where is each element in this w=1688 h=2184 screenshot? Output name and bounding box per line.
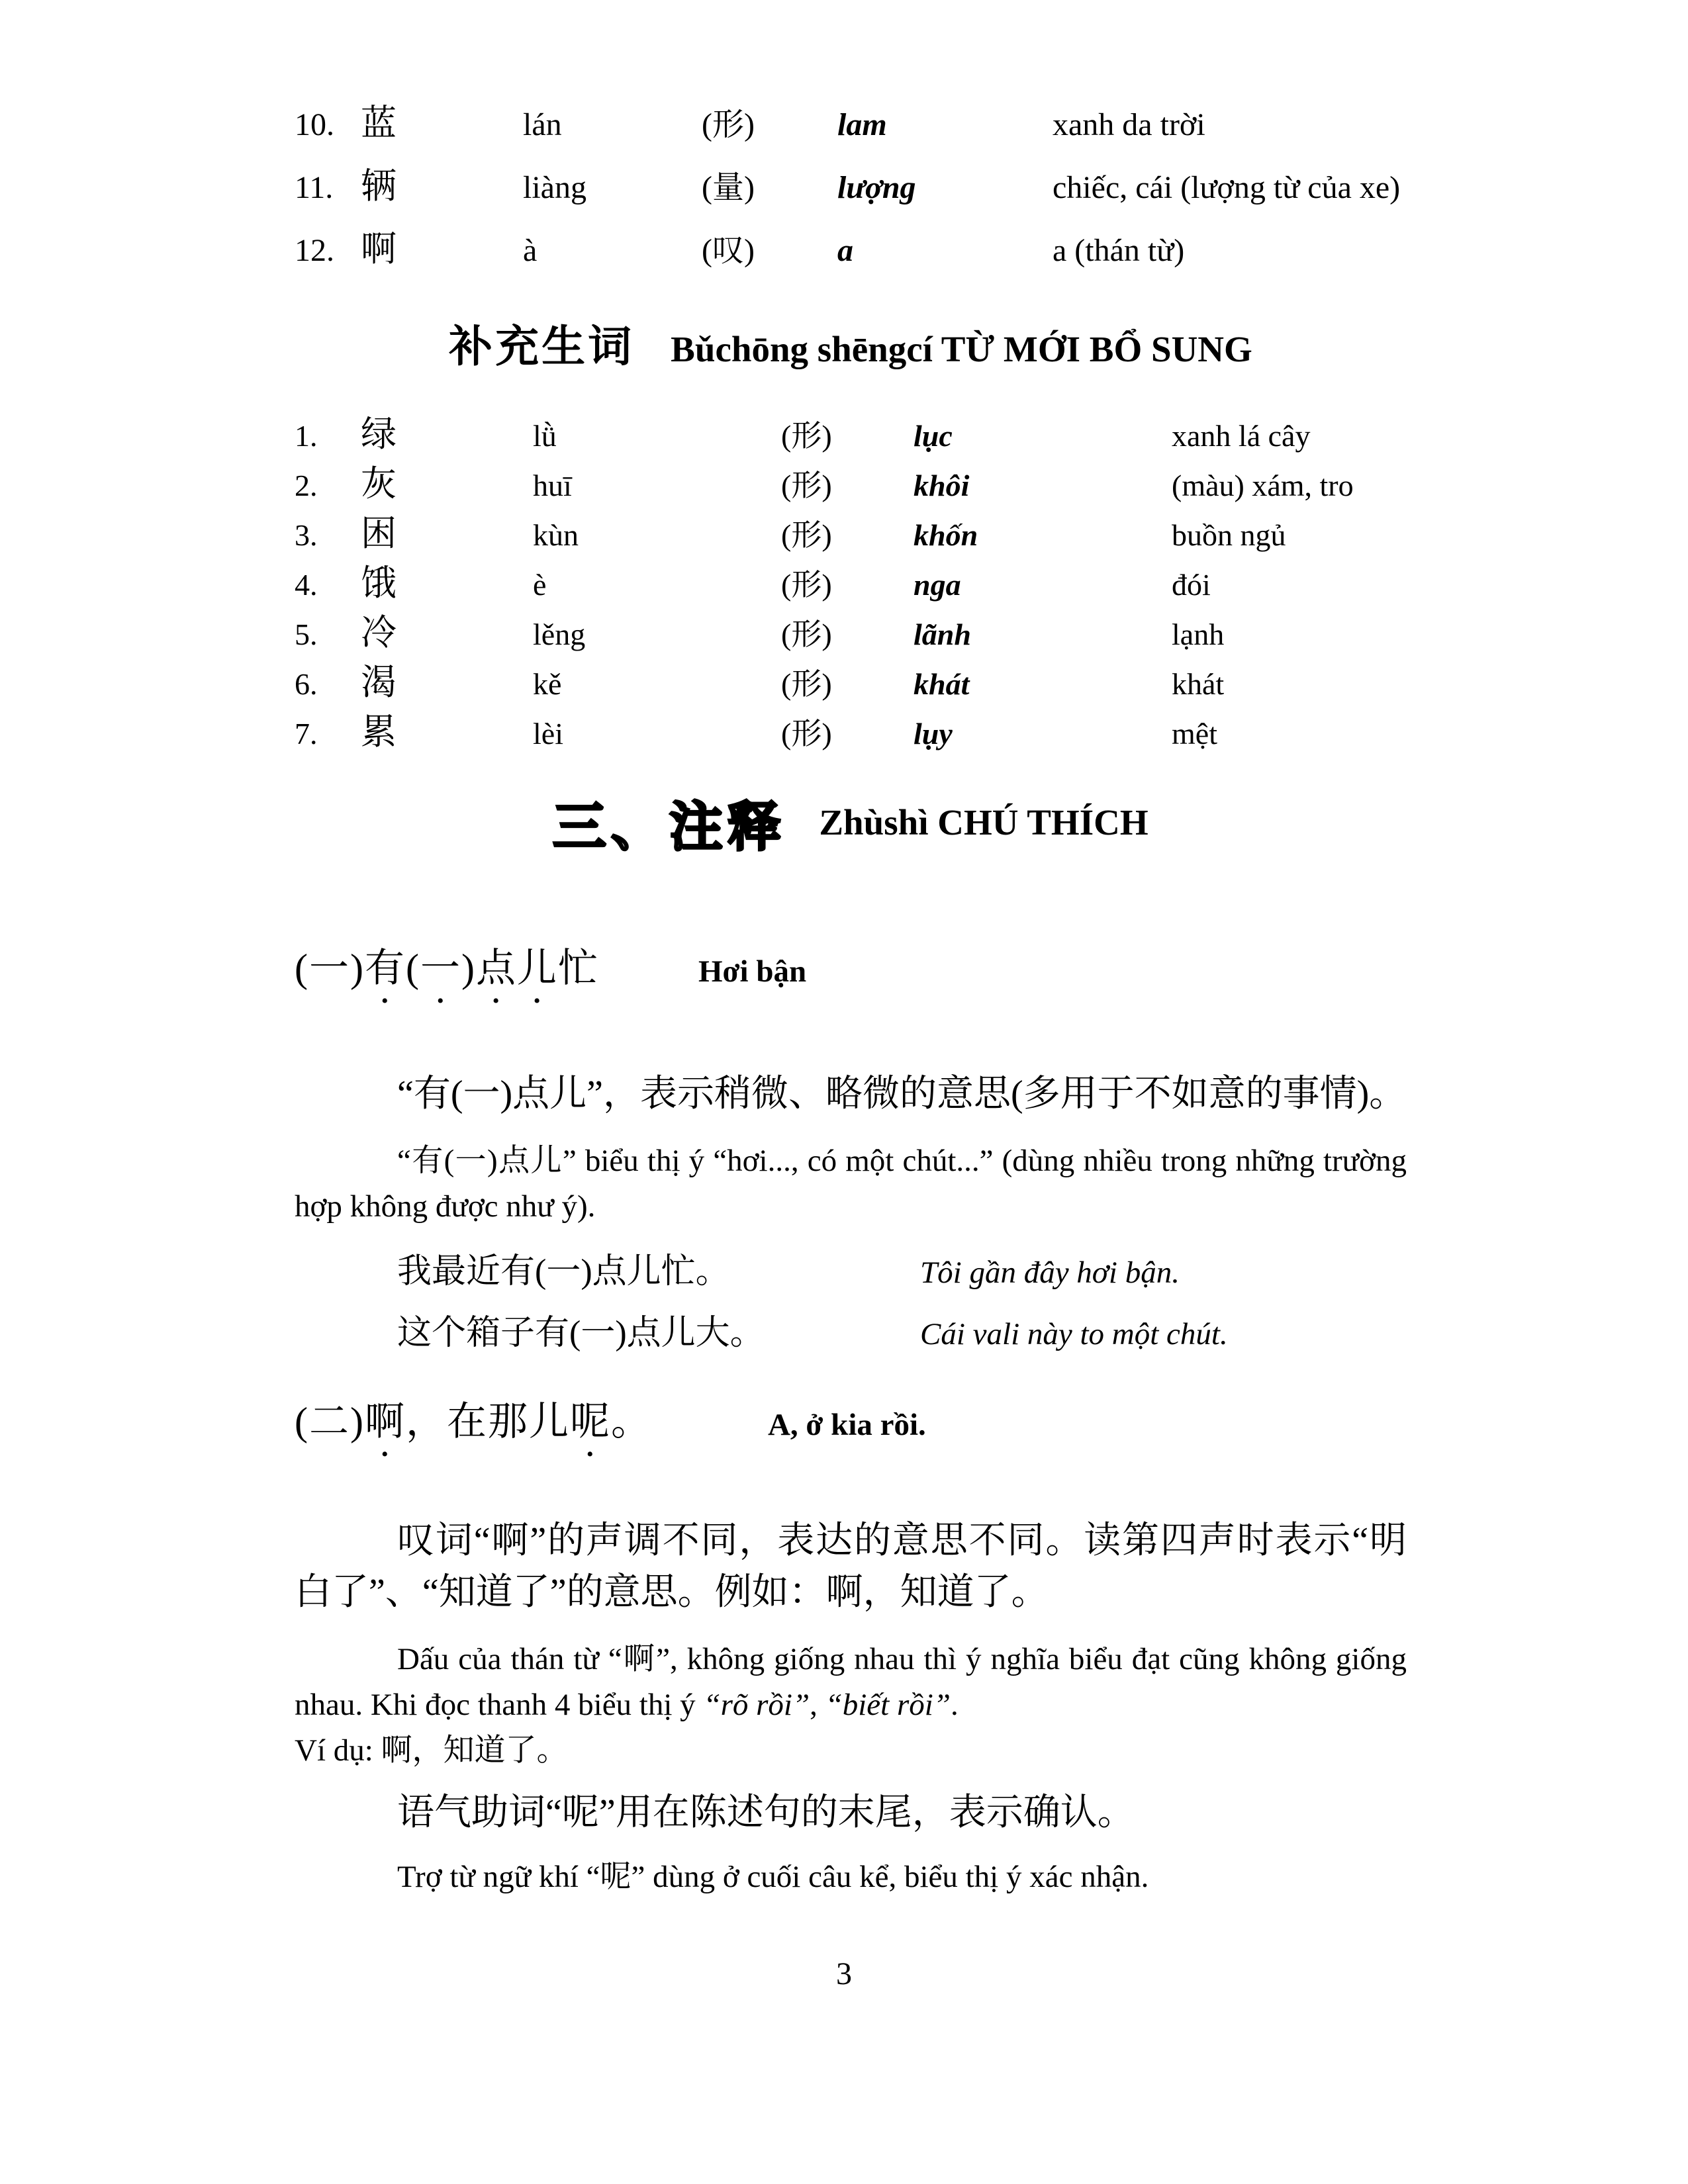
pinyin: lǜ <box>533 419 557 453</box>
hanzi-word: 蓝 <box>361 103 397 143</box>
han-viet-reading: lam <box>837 107 887 142</box>
note1-paragraph-vietnamese: “有(一)点儿” biểu thị ý “hơi..., có một chút...” (dùng nhiều trong những trường hợp không được như ý). <box>295 1144 1407 1224</box>
han-viet-reading: lượng <box>837 170 916 205</box>
note1-examples <box>295 1242 1407 1365</box>
item-number: 1. <box>295 419 318 453</box>
vietnamese-meaning: đói <box>1172 568 1211 602</box>
vietnamese-meaning: khát <box>1172 667 1225 701</box>
vietnamese-meaning: xanh da trời <box>1053 107 1205 142</box>
han-viet-reading: lục <box>914 419 953 453</box>
pinyin: lán <box>523 107 562 142</box>
hanzi-word: 饿 <box>361 563 397 603</box>
item-number: 12. <box>295 233 334 268</box>
han-viet-reading: khôi <box>914 469 970 502</box>
text-segment: “rõ rồi” <box>703 1688 810 1722</box>
item-number: 2. <box>295 469 318 502</box>
vietnamese-meaning: mệt <box>1172 717 1217 751</box>
han-viet-reading: khốn <box>914 518 978 552</box>
hanzi-word: 累 <box>361 712 397 752</box>
page-number: 3 <box>836 1956 852 1991</box>
note2-paragraph2-vietnamese: Trợ từ ngữ khí “呢” dùng ở cuối câu kể, biểu thị ý xác nhận. <box>397 1860 1149 1894</box>
pinyin: à <box>523 233 538 268</box>
vocab-list-supplement <box>295 410 1407 758</box>
pinyin: lèi <box>533 717 563 751</box>
notes-title-chinese: 三、注释 <box>553 799 786 857</box>
note2-heading-vietnamese: A, ở kia rồi. <box>767 1408 926 1442</box>
note2-heading <box>295 1390 1407 1465</box>
note1-heading <box>295 936 1407 1012</box>
note2-heading-chinese <box>295 1390 652 1465</box>
note1-heading-vietnamese: Hơi bận <box>698 954 807 989</box>
part-of-speech: (形) <box>781 667 832 701</box>
hanzi-word: 绿 <box>361 414 397 454</box>
hanzi-word: 辆 <box>361 166 397 206</box>
pinyin: liàng <box>523 170 586 205</box>
heading-part: 有 <box>364 946 406 990</box>
heading-part: ) <box>461 946 476 990</box>
vocab-row <box>295 609 1407 659</box>
example-chinese: 这个箱子有(一)点儿大。 <box>397 1314 765 1352</box>
part-of-speech: (形) <box>781 419 832 453</box>
example-vietnamese: Cái vali này to một chút. <box>920 1317 1228 1351</box>
vocab-row <box>295 460 1407 510</box>
note2-paragraph1-example: Ví dụ: 啊，知道了。 <box>295 1733 568 1768</box>
vocab-row <box>295 93 1407 156</box>
text-segment: Dấu của thán từ “啊”, không giống nhau thì ý nghĩa biểu đạt cũng không giống nhau. Khi đọc thanh 4 biểu thị ý <box>295 1642 1407 1722</box>
vocab-row <box>295 410 1407 460</box>
vocab-row <box>295 510 1407 559</box>
vietnamese-meaning: lạnh <box>1172 617 1225 651</box>
hanzi-word: 灰 <box>361 464 397 504</box>
notes-section-header <box>295 784 1407 860</box>
part-of-speech: (叹) <box>702 233 755 268</box>
part-of-speech: (形) <box>781 568 832 602</box>
pinyin: huī <box>533 469 572 502</box>
vietnamese-meaning: xanh lá cây <box>1172 419 1311 453</box>
heading-part: 一 <box>420 946 461 990</box>
heading-part: ，在那儿 <box>405 1400 570 1443</box>
note1-paragraph-chinese: “有(一)点儿”，表示稍微、略微的意思(多用于不如意的事情)。 <box>397 1073 1407 1115</box>
vocab-row <box>295 218 1407 281</box>
heading-part: (一) <box>295 946 365 990</box>
vietnamese-meaning: a (thán từ) <box>1053 233 1185 268</box>
heading-part: 啊 <box>364 1400 406 1443</box>
item-number: 3. <box>295 518 318 552</box>
hanzi-word: 渴 <box>361 662 397 702</box>
vietnamese-meaning: (màu) xám, tro <box>1172 469 1354 502</box>
vocab-row <box>295 659 1407 708</box>
example-chinese: 我最近有(一)点儿忙。 <box>397 1253 730 1291</box>
heading-part: 。 <box>610 1400 652 1443</box>
item-number: 7. <box>295 717 318 751</box>
example-vietnamese: Tôi gần đây hơi bận. <box>920 1255 1180 1290</box>
item-number: 5. <box>295 617 318 651</box>
example-row <box>295 1303 1407 1365</box>
item-number: 10. <box>295 107 334 142</box>
han-viet-reading: lãnh <box>914 617 971 651</box>
text-segment: “biết rồi” <box>825 1688 951 1722</box>
part-of-speech: (量) <box>702 170 755 205</box>
example-row <box>295 1242 1407 1303</box>
heading-part: (二) <box>295 1400 365 1443</box>
vocab-row <box>295 708 1407 758</box>
part-of-speech: (形) <box>781 518 832 552</box>
part-of-speech: (形) <box>781 717 832 751</box>
pinyin: è <box>533 568 547 602</box>
vietnamese-meaning: chiếc, cái (lượng từ của xe) <box>1053 170 1401 205</box>
note2-paragraph1-vietnamese <box>295 1637 1407 1728</box>
vietnamese-meaning: buồn ngủ <box>1172 518 1286 552</box>
note2-paragraph2-chinese: 语气助词“呢”用在陈述句的末尾，表示确认。 <box>397 1792 1135 1833</box>
han-viet-reading: a <box>837 233 853 268</box>
note2-paragraph1-chinese: 叹词“啊”的声调不同，表达的意思不同。读第四声时表示“明白了”、“知道了”的意思。例如：啊，知道了。 <box>295 1520 1407 1613</box>
item-number: 11. <box>295 170 334 205</box>
pinyin: kě <box>533 667 562 701</box>
heading-part: 忙 <box>557 946 599 990</box>
text-segment: . <box>950 1688 959 1722</box>
hanzi-word: 冷 <box>361 613 397 653</box>
notes-title-latin: Zhùshì CHÚ THÍCH <box>819 802 1149 842</box>
supplement-title-latin: Bǔchōng shēngcí TỪ MỚI BỔ SUNG <box>671 329 1252 369</box>
vocab-list-main <box>295 93 1407 281</box>
part-of-speech: (形) <box>781 617 832 651</box>
vocab-row <box>295 156 1407 218</box>
heading-part: 点儿 <box>475 946 558 990</box>
heading-part: ( <box>405 946 420 990</box>
part-of-speech: (形) <box>781 469 832 502</box>
hanzi-word: 困 <box>361 514 397 553</box>
part-of-speech: (形) <box>702 107 755 142</box>
vocab-row <box>295 559 1407 609</box>
item-number: 4. <box>295 568 318 602</box>
hanzi-word: 啊 <box>361 229 397 269</box>
supplement-title-chinese: 补充生词 <box>449 323 635 371</box>
han-viet-reading: khát <box>914 667 970 701</box>
han-viet-reading: nga <box>914 568 961 602</box>
note1-heading-chinese <box>295 936 599 1012</box>
supplement-header <box>295 311 1407 374</box>
pinyin: kùn <box>533 518 579 552</box>
heading-part: 呢 <box>569 1400 611 1443</box>
han-viet-reading: lụy <box>914 717 953 751</box>
item-number: 6. <box>295 667 318 701</box>
text-segment: , <box>810 1688 825 1722</box>
pinyin: lěng <box>533 617 586 651</box>
